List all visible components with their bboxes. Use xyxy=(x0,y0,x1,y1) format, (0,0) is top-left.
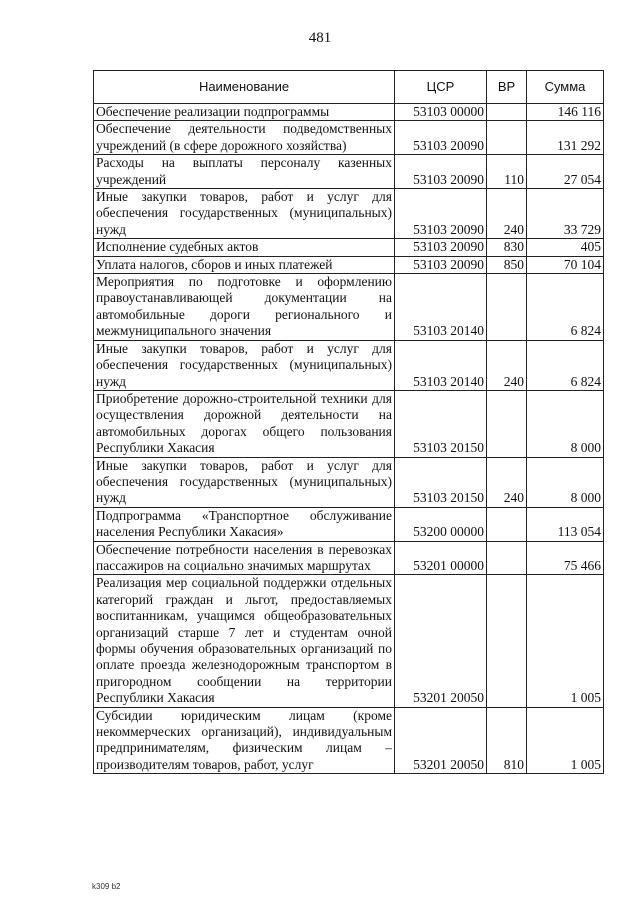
row-vr xyxy=(487,104,527,121)
column-header-name: Наименование xyxy=(94,71,395,104)
row-csr: 53103 20140 xyxy=(395,274,487,341)
row-csr: 53103 20090 xyxy=(395,239,487,256)
table-row xyxy=(94,239,604,256)
row-sum: 131 292 xyxy=(527,121,604,155)
table-row xyxy=(94,390,604,457)
table-row xyxy=(94,575,604,707)
row-sum: 8 000 xyxy=(527,390,604,457)
row-name: Подпрограмма «Транспортное обслуживание населения Республики Хакасия» xyxy=(94,507,395,541)
row-sum: 113 054 xyxy=(527,507,604,541)
row-vr xyxy=(487,121,527,155)
row-csr: 53200 00000 xyxy=(395,507,487,541)
row-name: Обеспечение потребности населения в перевозках пассажиров на социально значимых маршрутах xyxy=(94,541,395,575)
row-sum: 146 116 xyxy=(527,104,604,121)
row-sum: 6 824 xyxy=(527,274,604,341)
row-csr: 53103 20090 xyxy=(395,256,487,273)
row-vr xyxy=(487,507,527,541)
row-sum: 33 729 xyxy=(527,189,604,239)
row-name: Иные закупки товаров, работ и услуг для обеспечения государственных (муниципальных) нужд xyxy=(94,457,395,507)
table-row xyxy=(94,457,604,507)
table-row xyxy=(94,541,604,575)
row-name: Субсидии юридическим лицам (кроме некоммерческих организаций), индивидуальным предпринимателям, физическим лицам – производителям товаров, работ, услуг xyxy=(94,707,395,774)
row-vr xyxy=(487,274,527,341)
row-sum: 70 104 xyxy=(527,256,604,273)
row-vr: 850 xyxy=(487,256,527,273)
row-name: Реализация мер социальной поддержки отдельных категорий граждан и льгот, предоставляемых воспитанникам, учащимся общеобразовательных организаций старше 7 лет и студентам очной формы обучения образовательных организаций по оплате проезда железнодорожным транспортом в пригородном сообщении на территории Республики Хакасия xyxy=(94,575,395,707)
table-row xyxy=(94,274,604,341)
row-csr: 53103 20090 xyxy=(395,121,487,155)
table-row xyxy=(94,707,604,774)
row-sum: 27 054 xyxy=(527,155,604,189)
row-name: Обеспечение реализации подпрограммы xyxy=(94,104,395,121)
row-csr: 53103 20150 xyxy=(395,457,487,507)
row-vr: 810 xyxy=(487,707,527,774)
row-name: Уплата налогов, сборов и иных платежей xyxy=(94,256,395,273)
row-name: Мероприятия по подготовке и оформлению правоустанавливающей документации на автомобильные дороги регионального и межмуниципального значения xyxy=(94,274,395,341)
column-header-csr: ЦСР xyxy=(395,71,487,104)
budget-table xyxy=(93,70,604,774)
row-name: Иные закупки товаров, работ и услуг для обеспечения государственных (муниципальных) нужд xyxy=(94,340,395,390)
column-header-sum: Сумма xyxy=(527,71,604,104)
row-csr: 53201 20050 xyxy=(395,707,487,774)
row-vr xyxy=(487,541,527,575)
table-row xyxy=(94,189,604,239)
table-row xyxy=(94,340,604,390)
row-csr: 53103 20090 xyxy=(395,189,487,239)
table-row xyxy=(94,256,604,273)
row-csr: 53103 20140 xyxy=(395,340,487,390)
row-sum: 1 005 xyxy=(527,575,604,707)
row-name: Приобретение дорожно-строительной техники для осуществления дорожной деятельности на автомобильных дорогах общего пользования Республики Хакасия xyxy=(94,390,395,457)
row-vr: 110 xyxy=(487,155,527,189)
row-vr: 830 xyxy=(487,239,527,256)
row-vr: 240 xyxy=(487,340,527,390)
table-row xyxy=(94,104,604,121)
row-sum: 6 824 xyxy=(527,340,604,390)
row-name: Обеспечение деятельности подведомственных учреждений (в сфере дорожного хозяйства) xyxy=(94,121,395,155)
row-csr: 53103 20150 xyxy=(395,390,487,457)
row-vr: 240 xyxy=(487,457,527,507)
table-row xyxy=(94,507,604,541)
row-sum: 405 xyxy=(527,239,604,256)
row-name: Иные закупки товаров, работ и услуг для обеспечения государственных (муниципальных) нужд xyxy=(94,189,395,239)
column-header-vr: ВР xyxy=(487,71,527,104)
row-sum: 8 000 xyxy=(527,457,604,507)
table-header-row xyxy=(94,71,604,104)
footer-code: k309 b2 xyxy=(92,882,121,891)
page-number: 481 xyxy=(308,30,332,46)
row-vr xyxy=(487,575,527,707)
row-name: Расходы на выплаты персоналу казенных учреждений xyxy=(94,155,395,189)
table-row xyxy=(94,155,604,189)
row-vr: 240 xyxy=(487,189,527,239)
row-csr: 53201 20050 xyxy=(395,575,487,707)
row-sum: 75 466 xyxy=(527,541,604,575)
row-vr xyxy=(487,390,527,457)
row-csr: 53103 00000 xyxy=(395,104,487,121)
row-name: Исполнение судебных актов xyxy=(94,239,395,256)
table-row xyxy=(94,121,604,155)
row-sum: 1 005 xyxy=(527,707,604,774)
row-csr: 53201 00000 xyxy=(395,541,487,575)
row-csr: 53103 20090 xyxy=(395,155,487,189)
